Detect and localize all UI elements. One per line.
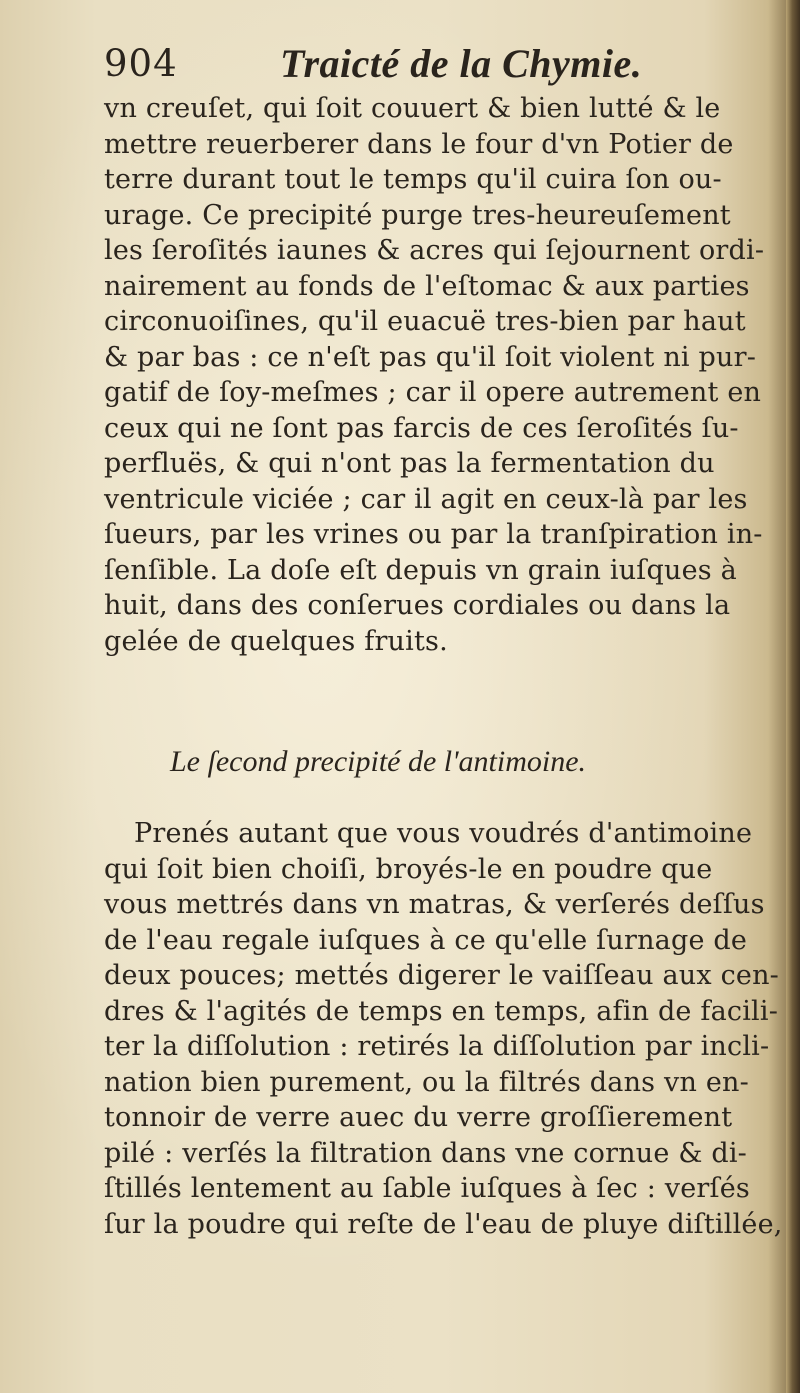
text-line: deux pouces; mettés digerer le vaiſſeau aux cen- [104, 960, 780, 991]
section-heading: Le ſecond precipité de l'antimoine. [170, 745, 587, 778]
text-line: ter la diſſolution : retirés la diſſolution par incli- [104, 1031, 770, 1062]
text-line: nairement au fonds de l'eſtomac & aux parties [104, 270, 750, 302]
running-head [104, 40, 664, 88]
text-line: ceux qui ne ſont pas farcis de ces ſeroſités ſu- [104, 412, 739, 444]
text-line: ſueurs, par les vrines ou par la tranſpiration in- [104, 519, 763, 550]
text-line: urage. Ce precipité purge tres-heureuſement [104, 199, 731, 231]
text-line: ſtillés lentement au ſable iuſques à ſec : verſés [104, 1173, 750, 1204]
text-line: gatif de ſoy-meſmes ; car il opere autrement en [104, 377, 762, 408]
text-line: terre durant tout le temps qu'il cuira ſon ou- [104, 164, 722, 195]
text-line: vous mettrés dans vn matras, & verſerés deſſus [104, 889, 765, 920]
text-line: ſenſible. La doſe eſt depuis vn grain iuſques à [104, 554, 737, 586]
text-line: ſur la poudre qui reſte de l'eau de pluye diſtillée, [104, 1208, 783, 1240]
paragraph-1 [104, 91, 764, 659]
text-line: de l'eau regale iuſques à ce qu'elle ſurnage de [104, 924, 748, 956]
text-line: vn creuſet, qui ſoit couuert & bien lutté & le [104, 93, 721, 124]
text-line: les ſeroſités iaunes & acres qui ſejournent ordi- [104, 235, 765, 266]
page-number: 904 [104, 42, 178, 85]
text-line: ventricule viciée ; car il agit en ceux-là par les [104, 483, 748, 515]
text-line: pilé : verſés la filtration dans vne cornue & di- [104, 1137, 747, 1169]
text-line: mettre reuerberer dans le four d'vn Potier de [104, 128, 734, 160]
text-line: & par bas : ce n'eſt pas qu'il ſoit violent ni pur- [104, 341, 757, 373]
text-line: qui ſoit bien choiſi, broyés-le en poudre que [104, 853, 713, 885]
text-line: dres & l'agités de temps en temps, afin de facili- [104, 995, 779, 1027]
running-title: Traicté de la Chymie. [280, 41, 643, 86]
text-line: perfluës, & qui n'ont pas la fermentation du [104, 448, 715, 479]
text-line: Prenés autant que vous voudrés d'antimoine [134, 818, 753, 849]
text-line: circonuoiſines, qu'il euacuë tres-bien par haut [104, 306, 746, 337]
page-edge [786, 0, 800, 1393]
text-line: huit, dans des conſerues cordiales ou dans la [104, 590, 731, 621]
paragraph-2 [104, 816, 783, 1242]
text-line: gelée de quelques fruits. [104, 625, 448, 657]
text-line: nation bien purement, ou la filtrés dans vn en- [104, 1066, 749, 1098]
text-line: tonnoir de verre auec du verre groſſierement [104, 1102, 733, 1133]
